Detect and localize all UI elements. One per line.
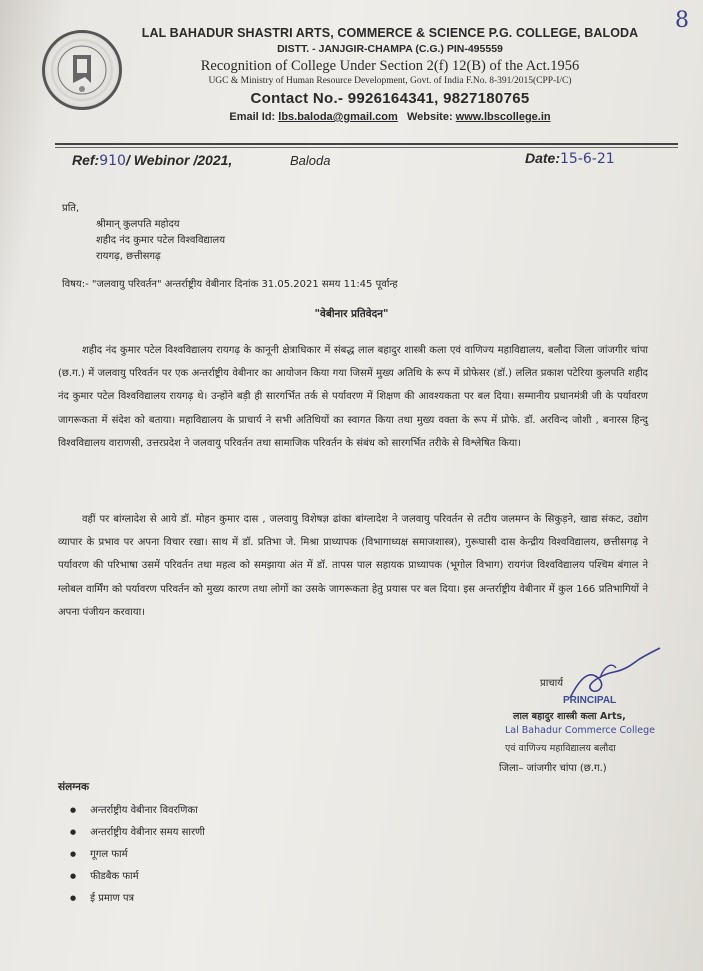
- body-paragraph-1: शहीद नंद कुमार पटेल विश्वविद्यालय रायगढ़ के कानूनी क्षेत्राधिकार में संबद्ध लाल बहादुर शास्त्री कला एवं वाणिज्य महाविद्यालय, बलौदा जिला जांजगीर चांपा (छ.ग.) में जलवायु परिवर्तन पर एक अन्तर्राष्ट्रीय वेबीनार का आयोजन किया गया जिसमें मुख्य अतिथि के रूप में प्रोफेसर (डॉ.) ललित प्रकाश पटेरिया कुलपति शहीद नंद कुमार पटेल विश्वविद्यालय रायगढ़ थे। उन्होंने बड़ी ही सारगर्भित तर्क से पर्यावरण में शिक्षण की आवश्यकता पर बल दिया। सम्मानीय प्रधानमंत्री जी के पर्यावरण जागरूकता में संदेश को बताया। महाविद्यालय के प्राचार्य ने सभी अतिथियों का स्वागत किया तथा मुख्य वक्ता के रूप में प्रोफे. डॉ. अरविन्द जोशी , बनारस हिन्दु विश्वविद्यालय वाराणसी, उत्तरप्रदेश ने जलवायु परिवर्तन तथा सामाजिक परिवर्तन के संबंध को सारगर्भित तरीके से विश्लेषित किया।: [58, 345, 648, 449]
- subject-line: विषय:- "जलवायु परिवर्तन" अन्तर्राष्ट्रीय वेबीनार दिनांक 31.05.2021 समय 11:45 पूर्वान्ह: [62, 279, 398, 290]
- recognition-line: Recognition of College Under Section 2(f) 12(B) of the Act.1956: [200, 58, 580, 74]
- email-label: Email Id:: [229, 111, 276, 123]
- ref-place: Baloda: [290, 153, 331, 168]
- email-link[interactable]: lbs.baloda@gmail.com: [278, 111, 398, 123]
- page-number: 8: [675, 8, 689, 33]
- attachment-item: ● अन्तर्राष्ट्रीय वेबीनार विवरणिका: [70, 800, 205, 822]
- attachment-item: ● फीडबैक फार्म: [70, 866, 205, 888]
- date-label: Date:: [525, 150, 561, 166]
- attachments-heading: संलग्नक: [58, 781, 90, 793]
- district-line: DISTT. - JANJGIR-CHAMPA (C.G.) PIN-495559: [277, 43, 503, 55]
- stamp-line2: Lal Bahadur Commerce College: [505, 725, 655, 736]
- email-website-line: [120, 111, 660, 123]
- principal-label: प्राचार्य: [540, 678, 564, 689]
- recipient-prati: प्रति,: [62, 203, 80, 214]
- recipient-address: [62, 201, 225, 265]
- website-link[interactable]: www.lbscollege.in: [455, 111, 551, 123]
- attachment-item: ● ई प्रमाण पत्र: [70, 888, 205, 910]
- ref-number: 910: [99, 153, 126, 169]
- date-line: [525, 150, 615, 167]
- recipient-line1: श्रीमान् कुलपति महोदय: [96, 219, 180, 230]
- stamp-line3: एवं वाणिज्य महाविद्यालय बलौदा: [505, 743, 616, 754]
- stamp-district: जिला– जांजगीर चांपा (छ.ग.): [499, 763, 607, 774]
- college-seal-logo: [42, 30, 122, 110]
- website-label: Website:: [406, 111, 453, 123]
- recipient-line2: शहीद नंद कुमार पटेल विश्वविद्यालय: [96, 235, 226, 246]
- stamp-line1: लाल बहादुर शास्त्री कला Arts,: [513, 711, 626, 722]
- ref-suffix: / Webinor /2021,: [125, 152, 233, 168]
- stamp-principal: PRINCIPAL: [563, 695, 617, 706]
- attachment-item: ● अन्तर्राष्ट्रीय वेबीनार समय सारणी: [70, 822, 205, 844]
- report-title: "वेबीनार प्रतिवेदन": [314, 308, 389, 320]
- contact-line: Contact No.- 9926164341, 9827180765: [250, 90, 530, 107]
- recipient-line3: रायगढ़, छत्तीसगढ़: [96, 251, 161, 262]
- letterhead: [120, 26, 660, 123]
- ref-line: [72, 152, 232, 169]
- body-paragraph-2: वहीं पर बांग्लादेश से आये डॉ. मोहन कुमार दास , जलवायु विशेषज्ञ ढांका बांग्लादेश ने जलवायु परिवर्तन से तटीय जलमग्न के सिकुड़ने, खाद्य संकट, उद्योग व्यापार के प्रभाव पर अपना विचार रखा। साथ में डॉ. प्रतिभा जे. मिश्रा प्राध्यापक (विभागाध्यक्ष समाजशास्त्र), गुरूघासी दास केन्द्रीय विश्वविद्यालय, छत्तीसगढ़ ने पर्यावरण की परिभाषा उसमें परिवर्तन तथा महत्व को समझाया अंत में डॉ. तापस पाल सहायक प्राध्यापक (भूगोल विभाग) रायगंज विश्वविद्यालय पश्चिम बंगाल ने ग्लोबल वार्मिंग को पर्यावरण परिवर्तन को मुख्य कारण तथा लोगों का उसके जागरूकता हेतु प्रयास पर बल दिया। इस अन्तर्राष्ट्रीय वेबीनार में कुल 166 प्रतिभागियों ने अपना पंजीयन करवाया।: [58, 514, 648, 618]
- header-divider-thin: [55, 147, 678, 148]
- attachments-list: [70, 800, 205, 910]
- attachment-item: ● गूगल फार्म: [70, 844, 205, 866]
- college-name: LAL BAHADUR SHASTRI ARTS, COMMERCE & SCIENCE P.G. COLLEGE, BALODA: [141, 26, 639, 40]
- date-value: 15-6-21: [560, 151, 615, 167]
- ref-label: Ref:: [72, 152, 100, 168]
- header-divider: [55, 143, 678, 145]
- ugc-line: UGC & Ministry of Human Resource Development, Govt. of India F.No. 8-391/2015(CPP-I/C): [208, 76, 572, 86]
